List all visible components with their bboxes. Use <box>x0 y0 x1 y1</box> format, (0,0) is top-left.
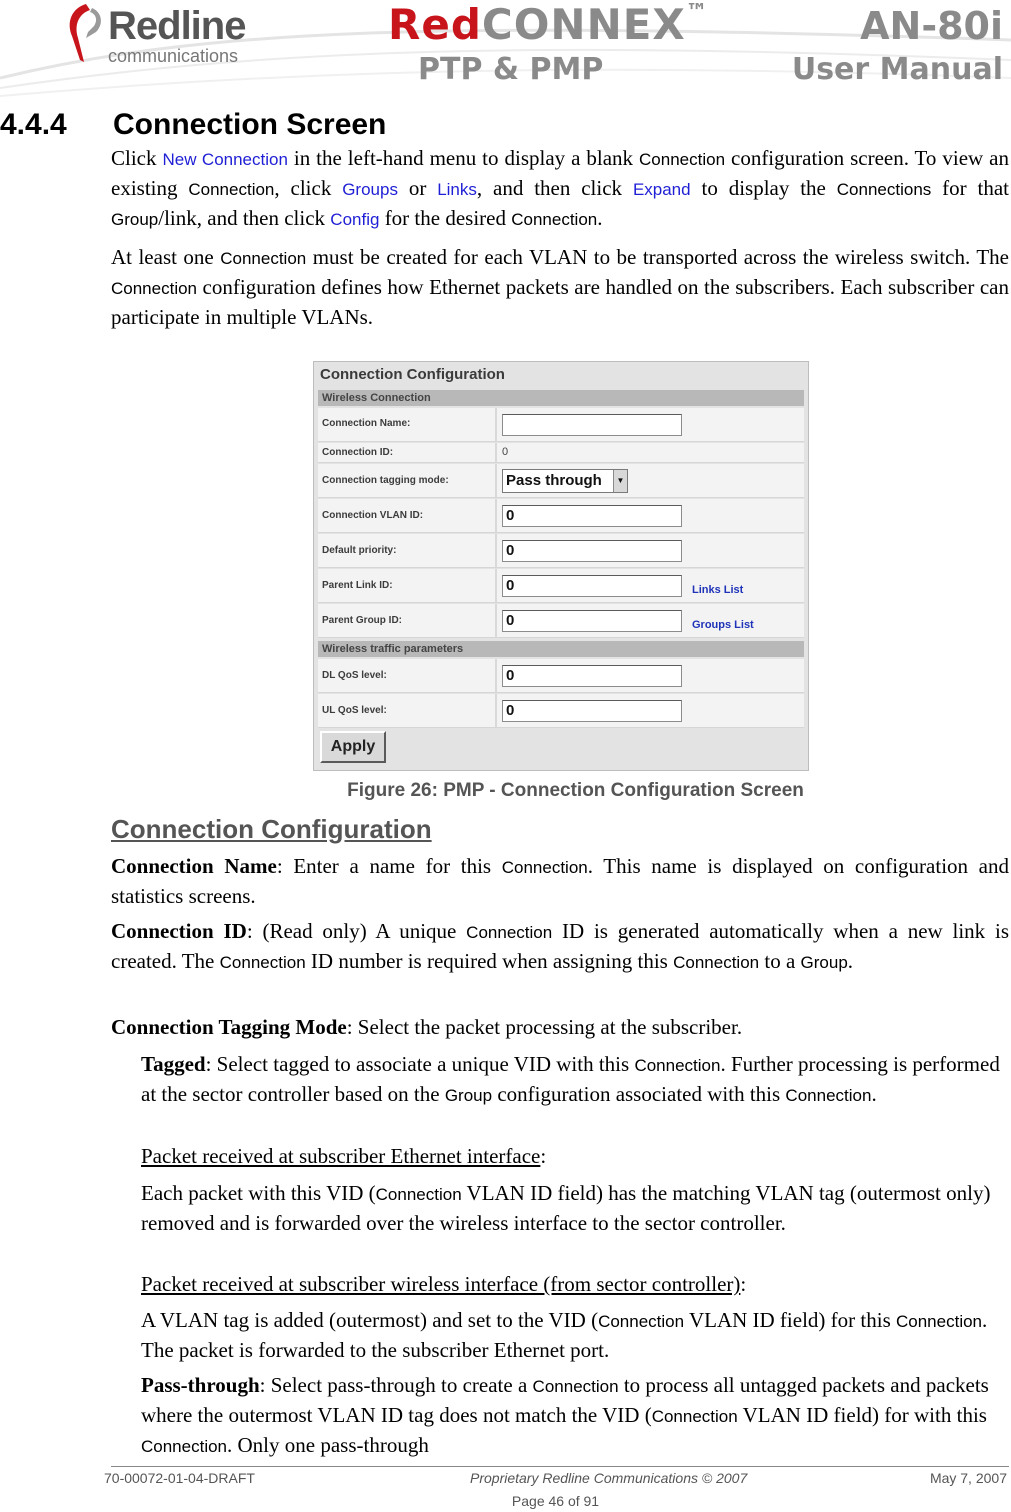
text-run: ID is generated automatically when a new link is created. The <box>111 919 1009 973</box>
term-connection: Connection <box>634 1056 721 1075</box>
term-heading: Connection Tagging Mode <box>111 1015 347 1039</box>
tagged-description <box>141 1050 1009 1110</box>
text-run: : Select tagged to associate a unique VID with this <box>205 1052 635 1076</box>
document-type: User Manual <box>791 52 1003 87</box>
term-connection: Connection <box>219 953 306 972</box>
text-run: : Select the packet processing at the subscriber. <box>346 1015 743 1039</box>
term-connection: Connection <box>532 1377 619 1396</box>
text-run: ID number is required when assigning this <box>305 949 674 973</box>
config-link[interactable]: Config <box>330 210 380 229</box>
apply-button[interactable]: Apply <box>320 731 386 763</box>
redline-logo-icon <box>62 2 106 64</box>
text-run: At least one <box>111 245 221 269</box>
text-run: , click <box>274 176 343 200</box>
text-run: A VLAN tag is added (outermost) and set to the VID ( <box>141 1308 599 1332</box>
term-connections: Connections <box>836 180 932 199</box>
default-priority-label: Default priority: <box>322 545 397 556</box>
term-connection: Connection <box>511 210 598 229</box>
connection-name-input[interactable] <box>502 414 682 436</box>
ul-qos-level-input[interactable]: 0 <box>502 700 682 722</box>
text-run: : <box>740 1272 747 1296</box>
text-run: Click <box>111 146 163 170</box>
row-separator <box>495 534 497 567</box>
text-run: /link, and then click <box>158 206 331 230</box>
connection-id-description <box>111 917 1009 977</box>
term-connection: Connection <box>673 953 760 972</box>
parent-group-id-input[interactable]: 0 <box>502 610 682 632</box>
groups-link[interactable]: Groups <box>342 180 398 199</box>
parent-link-id-input[interactable]: 0 <box>502 575 682 597</box>
dl-qos-level-label: DL QoS level: <box>322 670 387 681</box>
connection-id-value: 0 <box>502 446 509 458</box>
text-run: to display the <box>690 176 837 200</box>
figure-section-wireless-connection: Wireless Connection <box>318 390 804 406</box>
section-number: 4.4.4 <box>0 108 67 141</box>
text-run: must be created for each VLAN to be transported across the wireless switch. The <box>306 245 1009 269</box>
product-name-grey: CONNEX <box>481 0 686 49</box>
row-parent-link-id <box>318 569 804 603</box>
text-run: : (Read only) A unique <box>246 919 467 943</box>
text-run: configuration screen. To view an existing <box>111 146 1009 200</box>
expand-link[interactable]: Expand <box>632 180 691 199</box>
term-connection: Connection <box>141 1437 228 1456</box>
term-group: Group <box>111 210 159 229</box>
links-list-link[interactable]: Links List <box>692 584 744 596</box>
text-run: VLAN ID field) for with this <box>737 1403 987 1427</box>
term-connection: Connection <box>639 150 726 169</box>
connection-tagging-mode-select[interactable] <box>502 469 628 493</box>
text-run: . <box>847 949 854 973</box>
groups-list-link[interactable]: Groups List <box>692 619 754 631</box>
text-run: to a <box>759 949 801 973</box>
connection-id-label: Connection ID: <box>322 447 394 458</box>
subsection-heading: Connection Configuration <box>111 814 432 844</box>
term-connection: Connection <box>466 923 553 942</box>
figure-title: Connection Configuration <box>320 366 505 383</box>
trademark-symbol: ™ <box>685 0 709 25</box>
row-default-priority <box>318 534 804 568</box>
wireless-interface-heading <box>141 1270 1009 1298</box>
dl-qos-level-input[interactable]: 0 <box>502 665 682 687</box>
row-connection-id <box>318 443 804 463</box>
underlined-heading: Packet received at subscriber wireless interface (from sector controller) <box>141 1272 741 1296</box>
text-run: . Further processing is performed at the sector controller based on the <box>141 1052 1000 1106</box>
row-separator <box>495 694 497 727</box>
connection-name-description <box>111 852 1009 910</box>
row-connection-name <box>318 408 804 442</box>
connection-tagging-mode-label: Connection tagging mode: <box>322 475 449 486</box>
term-connection: Connection <box>111 279 198 298</box>
term-connection: Connection <box>501 858 588 877</box>
default-priority-input[interactable]: 0 <box>502 540 682 562</box>
text-run: : Enter a name for this <box>276 854 502 878</box>
text-run: . This name is displayed on configuration and statistics screens. <box>111 854 1010 908</box>
text-run: configuration associated with this <box>492 1082 786 1106</box>
text-run: : <box>540 1144 547 1168</box>
row-parent-group-id <box>318 604 804 638</box>
term-heading: Tagged <box>141 1052 206 1076</box>
connection-vlan-id-label: Connection VLAN ID: <box>322 510 424 521</box>
term-group: Group <box>444 1086 493 1105</box>
footer-divider <box>111 1466 1009 1467</box>
page-header <box>0 0 1011 100</box>
term-connection: Connection <box>220 249 307 268</box>
text-run: , and then click <box>476 176 633 200</box>
text-run: for the desired <box>379 206 512 230</box>
term-connection: Connection <box>651 1407 738 1426</box>
row-dl-qos-level <box>318 659 804 693</box>
section-heading <box>0 108 386 142</box>
text-run: for that <box>931 176 1010 200</box>
section-title: Connection Screen <box>113 108 387 141</box>
connection-vlan-id-input[interactable]: 0 <box>502 505 682 527</box>
text-run: or <box>397 176 438 200</box>
underlined-heading: Packet received at subscriber Ethernet interface <box>141 1144 541 1168</box>
product-model: AN-80i <box>860 4 1003 48</box>
row-separator <box>495 443 497 462</box>
product-modes: PTP & PMP <box>418 52 604 87</box>
redline-logo <box>62 2 282 68</box>
product-name <box>388 0 709 49</box>
figure-caption: Figure 26: PMP - Connection Configuration Screen <box>347 780 804 801</box>
links-link[interactable]: Links <box>437 180 477 199</box>
row-separator <box>495 499 497 532</box>
text-run: . <box>597 206 603 230</box>
row-ul-qos-level <box>318 694 804 728</box>
wireless-interface-description <box>141 1306 1009 1364</box>
term-connection: Connection <box>375 1185 462 1204</box>
text-run: : Select pass-through to create a <box>259 1373 533 1397</box>
parent-group-id-label: Parent Group ID: <box>322 615 403 626</box>
text-run: VLAN ID field) has the matching VLAN tag (outermost only) removed and is forwarded over the wireless interface to the sector controller. <box>141 1181 991 1235</box>
row-separator <box>495 604 497 637</box>
parent-link-id-label: Parent Link ID: <box>322 580 393 591</box>
text-run: Each packet with this VID ( <box>141 1181 376 1205</box>
connection-tagging-mode-value: Pass through <box>506 472 602 489</box>
text-run: configuration defines how Ethernet packets are handled on the subscribers. Each subscriber can participate in multiple VLANs. <box>111 275 1009 329</box>
text-run: in the left-hand menu to display a blank <box>287 146 640 170</box>
connection-name-label: Connection Name: <box>322 418 411 429</box>
row-connection-tagging-mode <box>318 464 804 498</box>
intro-paragraph-2 <box>111 243 1009 331</box>
connection-tagging-mode-description <box>111 1013 1009 1041</box>
term-connection: Connection <box>598 1312 685 1331</box>
footer-document-id: 70-00072-01-04-DRAFT <box>104 1470 255 1486</box>
intro-paragraph-1 <box>111 144 1009 234</box>
text-run: . <box>871 1082 877 1106</box>
logo-wordmark: Redline <box>108 4 246 48</box>
chevron-down-icon[interactable]: ▼ <box>613 470 627 492</box>
footer-proprietary-notice: Proprietary Redline Communications © 2007 <box>470 1470 748 1486</box>
ul-qos-level-label: UL QoS level: <box>322 705 387 716</box>
row-separator <box>495 464 497 497</box>
logo-subtext: communications <box>108 46 239 66</box>
product-name-red: Red <box>388 0 482 49</box>
connection-configuration-figure <box>313 361 809 771</box>
ethernet-interface-heading <box>141 1142 1009 1170</box>
row-separator <box>495 659 497 692</box>
term-heading: Connection ID <box>111 919 247 943</box>
ethernet-interface-description <box>141 1179 1009 1237</box>
row-connection-vlan-id <box>318 499 804 533</box>
row-separator <box>495 569 497 602</box>
footer-date: May 7, 2007 <box>929 1470 1007 1486</box>
row-separator <box>495 408 497 441</box>
page-number: Page 46 of 91 <box>511 1493 600 1509</box>
text-run: VLAN ID field) for this <box>684 1308 896 1332</box>
new-connection-link[interactable]: New Connection <box>162 150 288 169</box>
term-heading: Pass-through <box>141 1373 260 1397</box>
term-heading: Connection Name <box>111 854 277 878</box>
term-connection: Connection <box>188 180 275 199</box>
term-connection: Connection <box>785 1086 872 1105</box>
figure-section-wireless-traffic-parameters: Wireless traffic parameters <box>318 641 804 657</box>
term-connection: Connection <box>896 1312 983 1331</box>
term-group: Group <box>800 953 848 972</box>
text-run: . The packet is forwarded to the subscriber Ethernet port. <box>141 1308 988 1362</box>
text-run: . Only one pass-through <box>227 1433 429 1457</box>
text-run: to process all untagged packets and packets where the outermost VLAN ID tag does not match the VID ( <box>141 1373 989 1427</box>
pass-through-description <box>141 1371 1009 1461</box>
